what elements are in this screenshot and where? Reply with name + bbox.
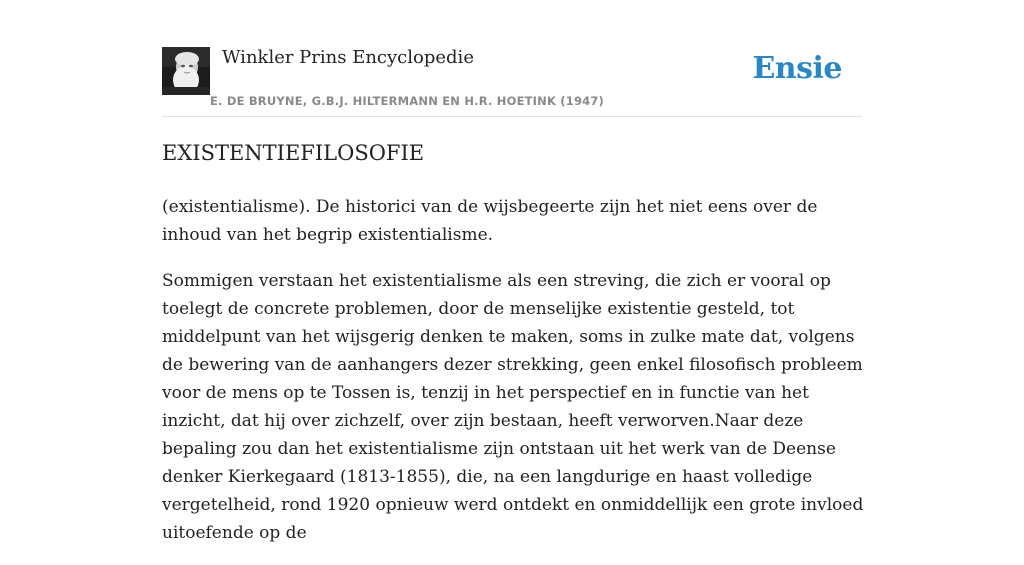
authors-line: E. DE BRUYNE, G.B.J. HILTERMANN EN H.R. HOETINK (1947) bbox=[210, 94, 605, 108]
header bbox=[162, 40, 862, 117]
paragraph: Sommigen verstaan het existentialisme als een streving, die zich er vooral op toelegt de concrete problemen, door de menselijke existentie gesteld, tot middelpunt van het wijsgerig denken te maken, soms in zulke mate dat, volgens de bewering van de aanhangers dezer strekking, geen enkel filosofisch probleem voor de mens op te Tossen is, tenzij in het perspectief en in functie van het inzicht, dat hij over zichzelf, over zijn bestaan, heeft verworven.Naar deze bepaling zou dan het existentialisme zijn ontstaan uit het werk van de Deense denker Kierkegaard (1813-1855), die, na een langdurige en haast volledige vergetelheid, rond 1920 opnieuw werd ontdekt en onmiddellijk een grote invloed uitoefende op de bbox=[162, 271, 864, 543]
brand-logo[interactable]: Ensie bbox=[752, 51, 842, 86]
author-avatar[interactable] bbox=[162, 47, 210, 95]
entry-content bbox=[162, 193, 864, 565]
paragraph: (existentialisme). De historici van de wijsbegeerte zijn het niet eens over de inhoud van het begrip existentialisme. bbox=[162, 197, 818, 245]
entry-title: EXISTENTIEFILOSOFIE bbox=[162, 141, 425, 165]
book-title[interactable]: Winkler Prins Encyclopedie bbox=[222, 47, 474, 68]
page bbox=[162, 0, 864, 543]
portrait-icon bbox=[162, 47, 210, 95]
